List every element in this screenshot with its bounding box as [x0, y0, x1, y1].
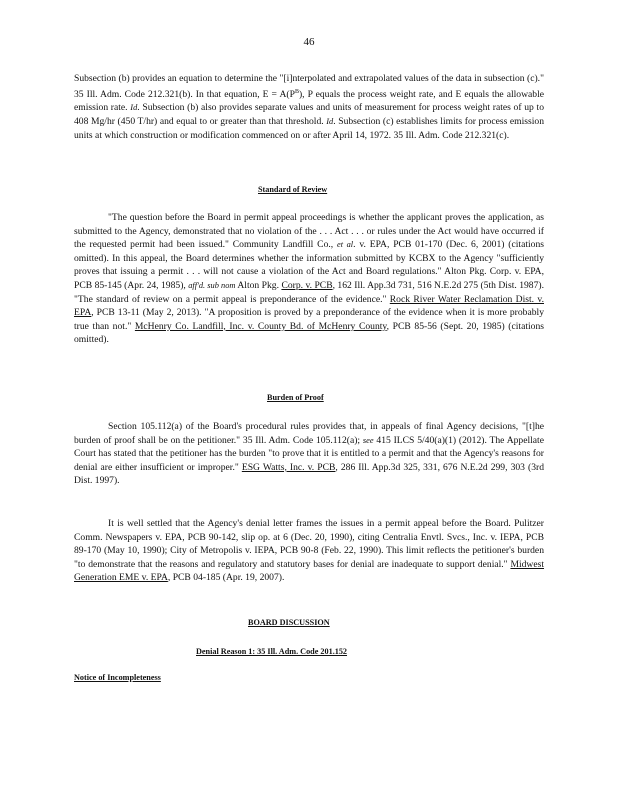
burden-paragraph: [74, 420, 544, 488]
standard-text-4: , 162 Ill. App.3d 731, 516 N.E.2d 275 (5th Dist. 1987). "The standard of review on a permit appeal is preponderance of the evidence.": [74, 279, 544, 305]
standard-affd: aff'd. sub nom: [188, 280, 236, 290]
standard-citation-alton: Corp. v. PCB: [281, 279, 333, 291]
standard-text-5: , PCB 13-11 (May 2, 2013). "A proposition is proved by a preponderance of the evidence when it is more probably true than not.": [74, 307, 544, 332]
page-number: 46: [303, 36, 315, 48]
standard-paragraph: [74, 211, 544, 347]
standard-text-2: . v. EPA, PCB 01-170 (Dec. 6, 2001) (citations omitted). In this appeal, the Board determines whether the information submitted by KCBX to the Agency "sufficiently proves that issuing a permit . . . will not cause a violation of the Act and Board regulations." Alton Pkg. Corp. v. EPA, PCB 85-145 (Apr. 24, 1985),: [74, 239, 544, 291]
burden-see: see: [362, 435, 374, 445]
standard-etal: et al: [337, 240, 354, 250]
standard-citation-rock-river: Rock River Water Reclamation Dist. v. EPA: [74, 293, 544, 319]
intro-exponent: B: [294, 88, 299, 95]
intro-text-4: . Subsection (c) establishes limits for process emission units at which construction or modification commenced on or after April 14, 1972. 35 Ill. Adm. Code 212.321(c).: [74, 115, 544, 141]
burden-citation-esg: ESG Watts, Inc. v. PCB: [241, 461, 336, 473]
intro-id-1: Id: [130, 103, 138, 113]
standard-citation-mchenry: McHenry Co. Landfill, Inc. v. County Bd. of McHenry County: [134, 320, 387, 332]
standard-text-1: "The question before the Board in permit appeal proceedings is whether the applicant proves the application, as submitted to the Agency, demonstrated that no violation of the . . . Act . . . or rules under the Act would have occurred if the requested permit had been issued." Community Landfill Co.,: [74, 212, 544, 251]
heading-notice-of-incompleteness: Notice of Incompleteness: [74, 673, 161, 682]
settled-text-1: It is well settled that the Agency's denial letter frames the issues in a permit appeal before the Board. Pulitzer Comm. Newspapers v. EPA, PCB 90-142, slip op. at 6 (Dec. 20, 1990), citing Centralia Envtl. Svcs., Inc. v. IEPA, PCB 89-170 (May 10, 1990); City of Metropolis v. IEPA, PCB 90-8 (Feb. 22, 1990). This limit reflects the petitioner's burden "to demonstrate that the reasons and regulatory and statutory bases for denial are inadequate to support denial.": [74, 518, 544, 570]
settled-citation-midwest: Midwest Generation EME v. EPA: [74, 558, 545, 584]
intro-id-2: Id: [326, 116, 334, 126]
burden-text-1: Section 105.112(a) of the Board's procedural rules provides that, in appeals of final Agency decisions, "[t]he burden of proof shall be on the petitioner." 35 Ill. Adm. Code 105.112(a);: [74, 421, 544, 446]
intro-paragraph: [74, 72, 544, 142]
settled-paragraph: [74, 517, 544, 585]
intro-text-2: ), P equals the process weight rate, and E equals the allowable emission rate.: [74, 88, 545, 114]
burden-text-2: 415 ILCS 5/40(a)(1) (2012). The Appellate Court has stated that the petitioner has the burden "to prove that it is entitled to a permit and that the Agency's reasons for denial are either insufficient or improper.": [74, 434, 544, 473]
settled-text-2: , PCB 04-185 (Apr. 19, 2007).: [167, 572, 285, 584]
heading-board-discussion: BOARD DISCUSSION: [248, 618, 330, 627]
intro-text-3: . Subsection (b) also provides separate values and units of measurement for process weight rates of up to 408 Mg/hr (450 T/hr) and equal to or greater than that threshold.: [74, 102, 544, 127]
intro-text-1: Subsection (b) provides an equation to determine the "[i]nterpolated and extrapolated values of the data in subsection (c)." 35 Ill. Adm. Code 212.321(b). In that equation, E = A(P: [74, 73, 544, 100]
heading-standard-of-review: Standard of Review: [258, 185, 328, 194]
heading-denial-reason-1: Denial Reason 1: 35 Ill. Adm. Code 201.152: [196, 647, 348, 656]
burden-text-3: , 286 Ill. App.3d 325, 331, 676 N.E.2d 299, 303 (3rd Dist. 1997).: [74, 461, 545, 487]
standard-text-6: , PCB 85-56 (Sept. 20, 1985) (citations omitted).: [74, 320, 545, 346]
heading-burden-of-proof: Burden of Proof: [267, 393, 324, 402]
standard-text-3: Alton Pkg.: [237, 279, 279, 291]
